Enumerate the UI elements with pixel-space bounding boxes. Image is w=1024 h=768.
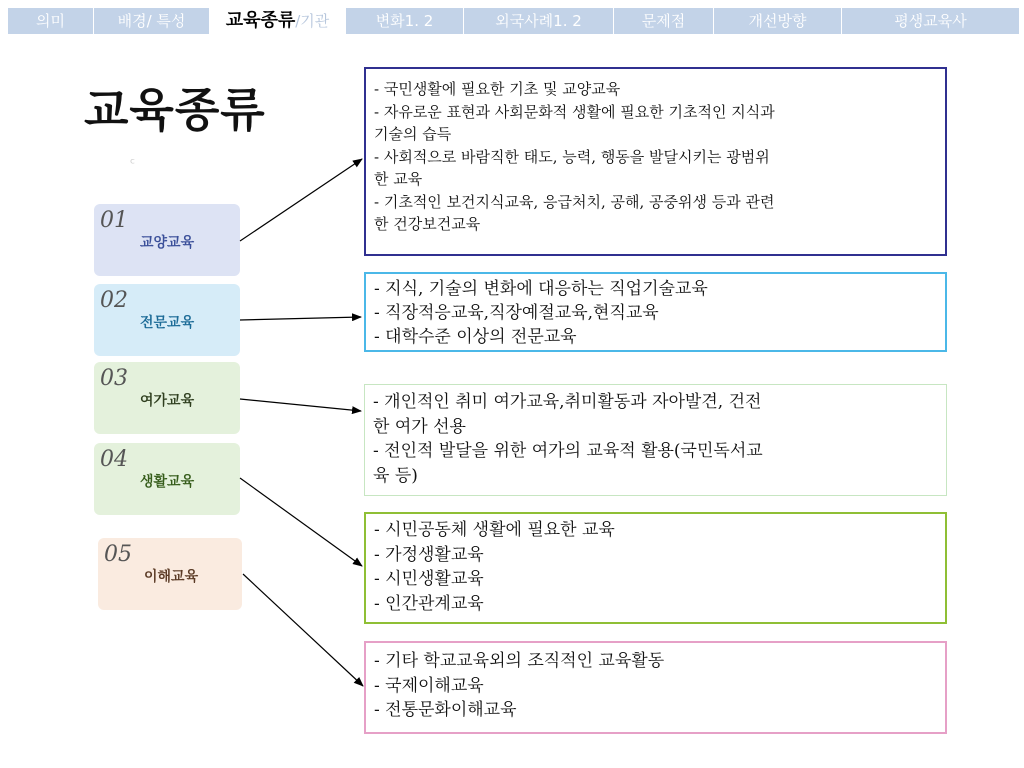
nav-tab-improvement[interactable]: 개선방향 [714,8,842,34]
description-line: - 인간관계교육 [374,593,484,614]
nav-tab-background[interactable]: 배경/ 특성 [94,8,210,34]
category-label: 전문교육 [140,315,195,331]
description-line: - 대학수준 이상의 전문교육 [374,327,577,347]
description-line: 한 건강보건교육 [374,215,481,233]
nav-tab-education-types-sub: /기관 [295,12,330,30]
description-line: - 전통문화이해교육 [374,700,517,720]
category-number: 05 [104,542,132,567]
category-label: 교양교육 [140,235,195,251]
category-number: 02 [100,288,128,313]
description-line: - 시민공동체 생활에 필요한 교육 [374,520,615,540]
description-line: - 국제이해교육 [374,675,484,696]
description-box-5 [364,641,947,734]
description-line: - 전인적 발달을 위한 여가의 교육적 활용(국민독서교 [373,441,763,461]
nav-tab-change[interactable]: 변화1. 2 [346,8,464,34]
description-line: - 기타 학교교육외의 조직적인 교육활동 [374,651,665,671]
nav-tab-problems[interactable]: 문제점 [614,8,714,34]
description-box-4 [364,512,947,624]
description-line: - 지식, 기술의 변화에 대응하는 직업기술교육 [374,279,708,299]
description-line: 기술의 습득 [374,125,452,143]
arrow-5 [243,574,363,686]
description-line: - 사회적으로 바람직한 태도, 능력, 행동을 발달시키는 광범위 [374,147,770,166]
description-box-1 [364,67,947,256]
description-line: 육 등) [373,465,418,486]
arrow-3 [240,399,361,411]
nav-tab-education-types-main: 교육종류 [225,10,296,31]
nav-tab-lifelong-educator[interactable]: 평생교육사 [842,8,1020,34]
category-label: 여가교육 [140,393,195,409]
description-line: - 직장적응교육,직장예절교육,현직교육 [374,303,659,323]
arrow-4 [240,478,362,566]
nav-tab-foreign-cases[interactable]: 외국사례1. 2 [464,8,614,34]
category-number: 03 [100,366,128,391]
description-box-2 [364,272,947,352]
description-line: 한 교육 [374,170,423,188]
description-line: 한 여가 선용 [373,416,466,437]
description-line: - 기초적인 보건지식교육, 응급처치, 공해, 공중위생 등과 관련 [374,192,775,211]
arrow-1 [240,159,362,241]
category-label: 이해교육 [144,569,199,585]
category-number: 01 [100,208,128,233]
description-line: - 가정생활교육 [374,544,484,565]
description-line: - 자유로운 표현과 사회문화적 생활에 필요한 기초적인 지식과 [374,102,775,121]
category-label: 생활교육 [140,474,195,490]
description-box-3 [364,384,947,496]
category-number: 04 [100,447,128,472]
nav-tab-meaning[interactable]: 의미 [8,8,94,34]
description-line: - 국민생활에 필요한 기초 및 교양교육 [374,80,621,98]
description-line: - 시민생활교육 [374,569,484,589]
arrow-2 [240,317,361,320]
description-line: - 개인적인 취미 여가교육,취미활동과 자아발견, 건전 [373,392,762,412]
page-title: 교육종류 [84,83,266,137]
decorative-mark-icon: ᶜ [130,156,136,172]
